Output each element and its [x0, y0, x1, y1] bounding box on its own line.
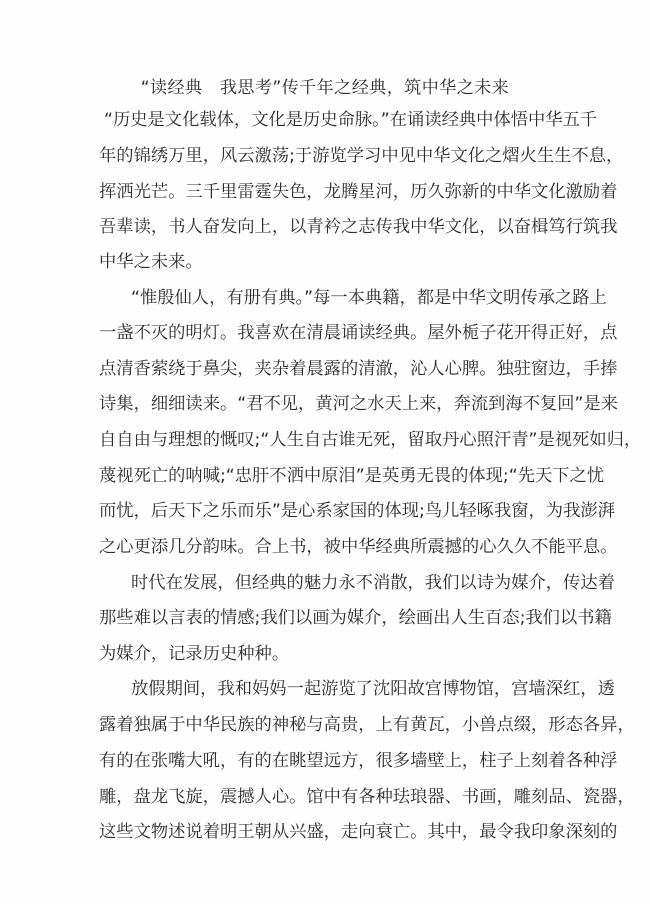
- paragraph-4-line-1: 放假期间，我和妈妈一起游览了沈阳故宫博物馆，宫墙深红，透: [131, 679, 615, 699]
- paragraph-2-line-4: 诗集，细细读来。“君不见，黄河之水天上来，奔流到海不复回”是来: [99, 394, 619, 414]
- paragraph-2-line-8: 之心更添几分韵味。合上书，被中华经典所震撼的心久久不能平息。: [99, 537, 618, 557]
- paragraph-2-line-7: 而忧，后天下之乐而乐”是心系家国的体现;鸟儿轻啄我窗，为我澎湃: [99, 501, 615, 521]
- paragraph-3-line-1: 时代在发展，但经典的魅力永不消散，我们以诗为媒介，传达着: [131, 573, 615, 593]
- paragraph-3-line-2: 那些难以言表的情感;我们以画为媒介，绘画出人生百态;我们以书籍: [99, 608, 612, 628]
- essay-title: “读经典 我思考”传千年之经典，筑中华之未来: [140, 78, 510, 98]
- paragraph-2-line-6: 蔑视死亡的呐喊;“忠肝不洒中原泪”是英勇无畏的体现;“先天下之忧: [99, 466, 605, 486]
- paragraph-3-line-3: 为媒介，记录历史种种。: [99, 644, 290, 664]
- paragraph-1-line-4: 吾辈读，书人奋发向上，以青衿之志传我中华文化，以奋楫笃行筑我: [99, 217, 618, 237]
- paragraph-4-line-3: 有的在张嘴大吼，有的在眺望远方，很多墙壁上，柱子上刻着各种浮: [99, 751, 618, 771]
- paragraph-2-line-2: 一盏不灭的明灯。我喜欢在清晨诵读经典。屋外栀子花开得正好，点: [99, 323, 618, 343]
- paragraph-2-line-5: 自自由与理想的慨叹;“人生自古谁无死，留取丹心照汗青”是视死如归，: [99, 430, 642, 450]
- paragraph-1-line-1: “历史是文化载体，文化是历史命脉。”在诵读经典中体悟中华五千: [104, 110, 598, 130]
- paragraph-1-line-2: 年的锦绣万里，风云激荡;于游览学习中见中华文化之熠火生生不息，: [99, 146, 624, 166]
- paragraph-2-line-1: “惟殷仙人，有册有典。”每一本典籍，都是中华文明传承之路上: [131, 288, 607, 308]
- paragraph-1-line-5: 中华之未来。: [99, 252, 203, 272]
- paragraph-2-line-3: 点清香萦绕于鼻尖，夹杂着晨露的清澈，沁人心脾。独驻窗边，手捧: [99, 359, 618, 379]
- paragraph-1-line-3: 挥洒光芒。三千里雷霆失色，龙腾星河，历久弥新的中华文化激励着: [99, 182, 618, 202]
- paragraph-4-line-4: 雕，盘龙飞旋，震撼人心。馆中有各种珐琅器、书画，雕刻品、瓷器，: [99, 787, 635, 807]
- paragraph-4-line-2: 露着独属于中华民族的神秘与高贵，上有黄瓦，小兽点缀，形态各异，: [99, 715, 635, 735]
- paragraph-4-line-5: 这些文物述说着明王朝从兴盛，走向衰亡。其中，最令我印象深刻的: [99, 822, 618, 842]
